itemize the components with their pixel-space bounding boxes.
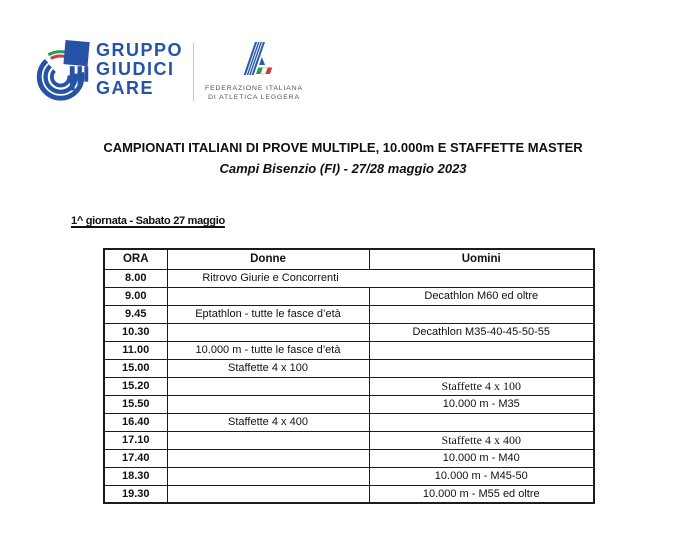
table-row	[104, 485, 594, 503]
uomini-event-cell: 10.000 m - M35	[369, 395, 594, 413]
table-row	[104, 377, 594, 395]
table-row	[104, 305, 594, 323]
ggg-logo	[36, 40, 183, 104]
time-cell: 17.40	[104, 449, 167, 467]
uomini-event-cell: 10.000 m - M45-50	[369, 467, 594, 485]
schedule-table	[103, 248, 595, 504]
time-cell: 15.00	[104, 359, 167, 377]
donne-event-cell	[167, 449, 369, 467]
donne-event-cell: Staffette 4 x 100	[167, 359, 369, 377]
time-cell: 15.20	[104, 377, 167, 395]
uomini-event-cell: Staffette 4 x 400	[369, 431, 594, 449]
day1-heading: 1^ giornata - Sabato 27 maggio	[71, 215, 225, 227]
time-cell: 16.40	[104, 413, 167, 431]
uomini-event-cell	[369, 413, 594, 431]
donne-event-cell: Eptathlon - tutte le fasce d’età	[167, 305, 369, 323]
ggg-logo-line2: GIUDICI	[96, 59, 175, 79]
time-cell: 11.00	[104, 341, 167, 359]
uomini-event-cell: 10.000 m - M40	[369, 449, 594, 467]
table-row	[104, 323, 594, 341]
column-header-uomini: Uomini	[369, 249, 594, 269]
table-row	[104, 449, 594, 467]
uomini-event-cell: Decathlon M60 ed oltre	[369, 287, 594, 305]
time-cell: 9.00	[104, 287, 167, 305]
donne-event-cell	[167, 467, 369, 485]
column-header-donne: Donne	[167, 249, 369, 269]
table-row	[104, 269, 594, 287]
event-cell-merged: Ritrovo Giurie e Concorrenti	[167, 269, 594, 287]
donne-event-cell: Staffette 4 x 400	[167, 413, 369, 431]
ggg-logo-text	[96, 40, 183, 98]
time-cell: 9.45	[104, 305, 167, 323]
time-cell: 8.00	[104, 269, 167, 287]
fidal-logo	[198, 42, 310, 102]
donne-event-cell	[167, 431, 369, 449]
table-row	[104, 431, 594, 449]
donne-event-cell	[167, 323, 369, 341]
uomini-event-cell	[369, 341, 594, 359]
page-subtitle: Campi Bisenzio (FI) - 27/28 maggio 2023	[219, 161, 467, 176]
table-row	[104, 395, 594, 413]
donne-event-cell	[167, 485, 369, 503]
donne-event-cell	[167, 287, 369, 305]
table-row	[104, 341, 594, 359]
donne-event-cell	[167, 395, 369, 413]
uomini-event-cell: 10.000 m - M55 ed oltre	[369, 485, 594, 503]
donne-event-cell	[167, 377, 369, 395]
fidal-caption-line2: DI ATLETICA LEGGERA	[208, 94, 300, 101]
fidal-mark-icon	[231, 42, 277, 82]
ggg-logo-line1: GRUPPO	[96, 40, 184, 60]
page-title: CAMPIONATI ITALIANI DI PROVE MULTIPLE, 10.000m E STAFFETTE MASTER	[103, 140, 583, 155]
title-block	[8, 137, 678, 179]
donne-event-cell: 10.000 m - tutte le fasce d’età	[167, 341, 369, 359]
table-row	[104, 467, 594, 485]
table-row	[104, 287, 594, 305]
uomini-event-cell: Decathlon M35-40-45-50-55	[369, 323, 594, 341]
table-row	[104, 413, 594, 431]
ggg-logo-line3: GARE	[96, 78, 155, 98]
table-header-row	[104, 249, 594, 269]
fidal-caption-line1: FEDERAZIONE ITALIANA	[205, 85, 303, 92]
time-cell: 18.30	[104, 467, 167, 485]
uomini-event-cell	[369, 359, 594, 377]
ggg-g-icon	[36, 40, 91, 104]
time-cell: 15.50	[104, 395, 167, 413]
uomini-event-cell	[369, 305, 594, 323]
time-cell: 19.30	[104, 485, 167, 503]
uomini-event-cell: Staffette 4 x 100	[369, 377, 594, 395]
column-header-ora: ORA	[104, 249, 167, 269]
time-cell: 10.30	[104, 323, 167, 341]
schedule-table-body	[104, 269, 594, 503]
logo-divider	[193, 43, 194, 101]
table-row	[104, 359, 594, 377]
time-cell: 17.10	[104, 431, 167, 449]
